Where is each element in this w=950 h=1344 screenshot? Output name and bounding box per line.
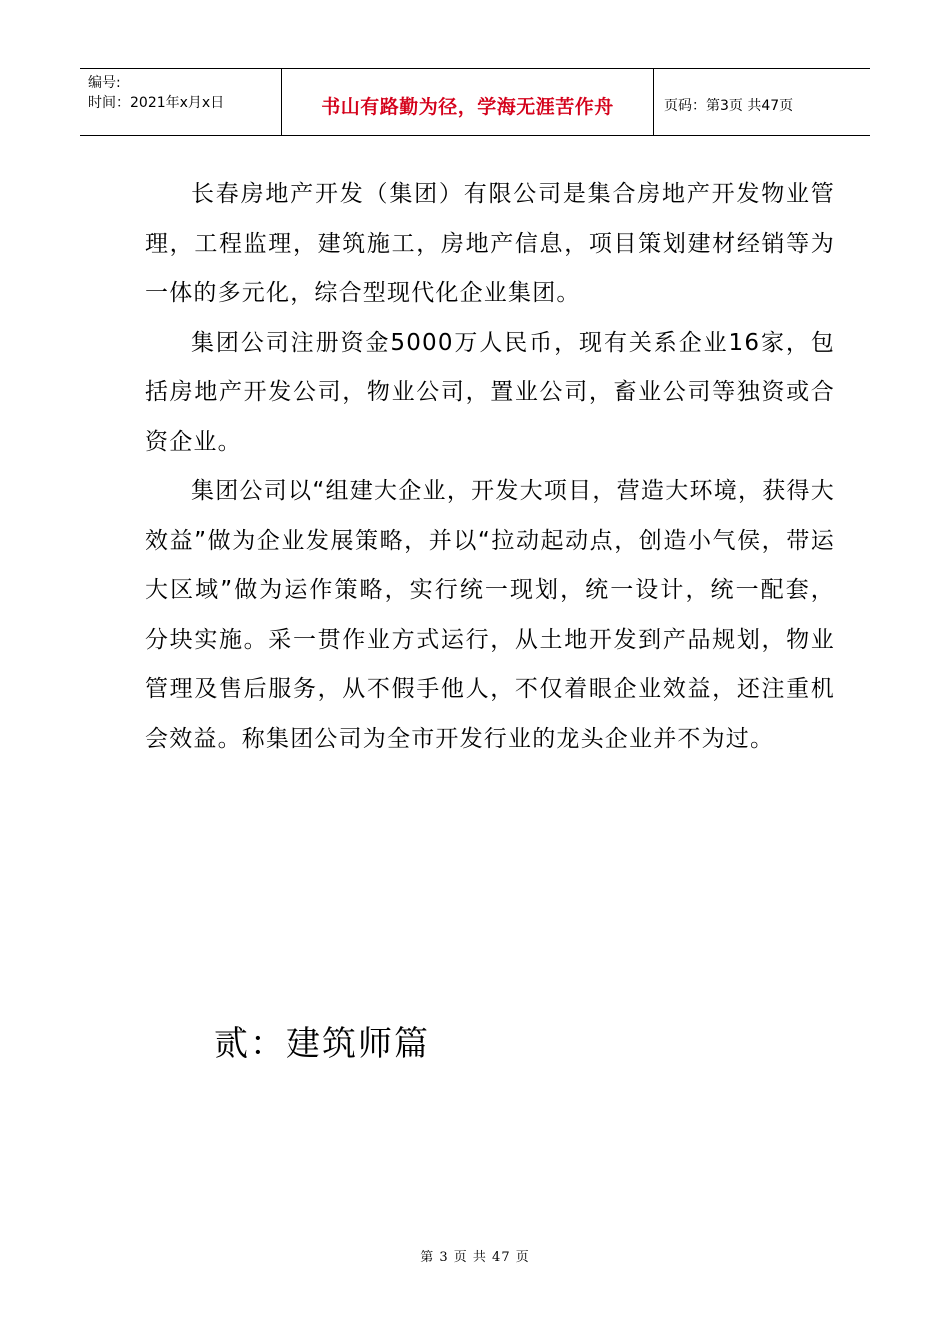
header-page-label: 页码：第3页 共47页: [664, 98, 794, 114]
document-time-label: 时间：2021年x月x日: [88, 95, 225, 111]
paragraph-company-intro: 长春房地产开发（集团）有限公司是集合房地产开发物业管理，工程监理，建筑施工，房地产信息，项目策划建材经销等为一体的多元化，综合型现代化企业集团。: [145, 181, 835, 306]
document-body: [145, 170, 835, 764]
document-number-label: 编号:: [88, 75, 121, 91]
header-motto-cell: [282, 69, 654, 135]
page-header: [80, 68, 870, 136]
paragraph-strategy: 集团公司以“组建大企业，开发大项目，营造大环境，获得大效益”做为企业发展策略，并以“拉动起动点，创造小气侯，带运大区域”做为运作策略，实行统一现划，统一设计，统一配套，分块实施。采一贯作业方式运行，从土地开发到产品规划，物业管理及售后服务，从不假手他人，不仅着眼企业效益，还注重机会效益。称集团公司为全市开发行业的龙头企业并不为过。: [145, 478, 835, 752]
page-footer: 第 3 页 共 47 页: [420, 1250, 530, 1265]
header-page-cell: [654, 69, 870, 135]
section-title: 贰：建筑师篇: [214, 1024, 430, 1064]
paragraph-registered-capital: 集团公司注册资金5000万人民币，现有关系企业16家，包括房地产开发公司，物业公司，置业公司，畜业公司等独资或合资企业。: [145, 329, 835, 455]
header-meta-cell: [80, 69, 282, 135]
header-motto: 书山有路勤为径，学海无涯苦作舟: [321, 95, 614, 118]
